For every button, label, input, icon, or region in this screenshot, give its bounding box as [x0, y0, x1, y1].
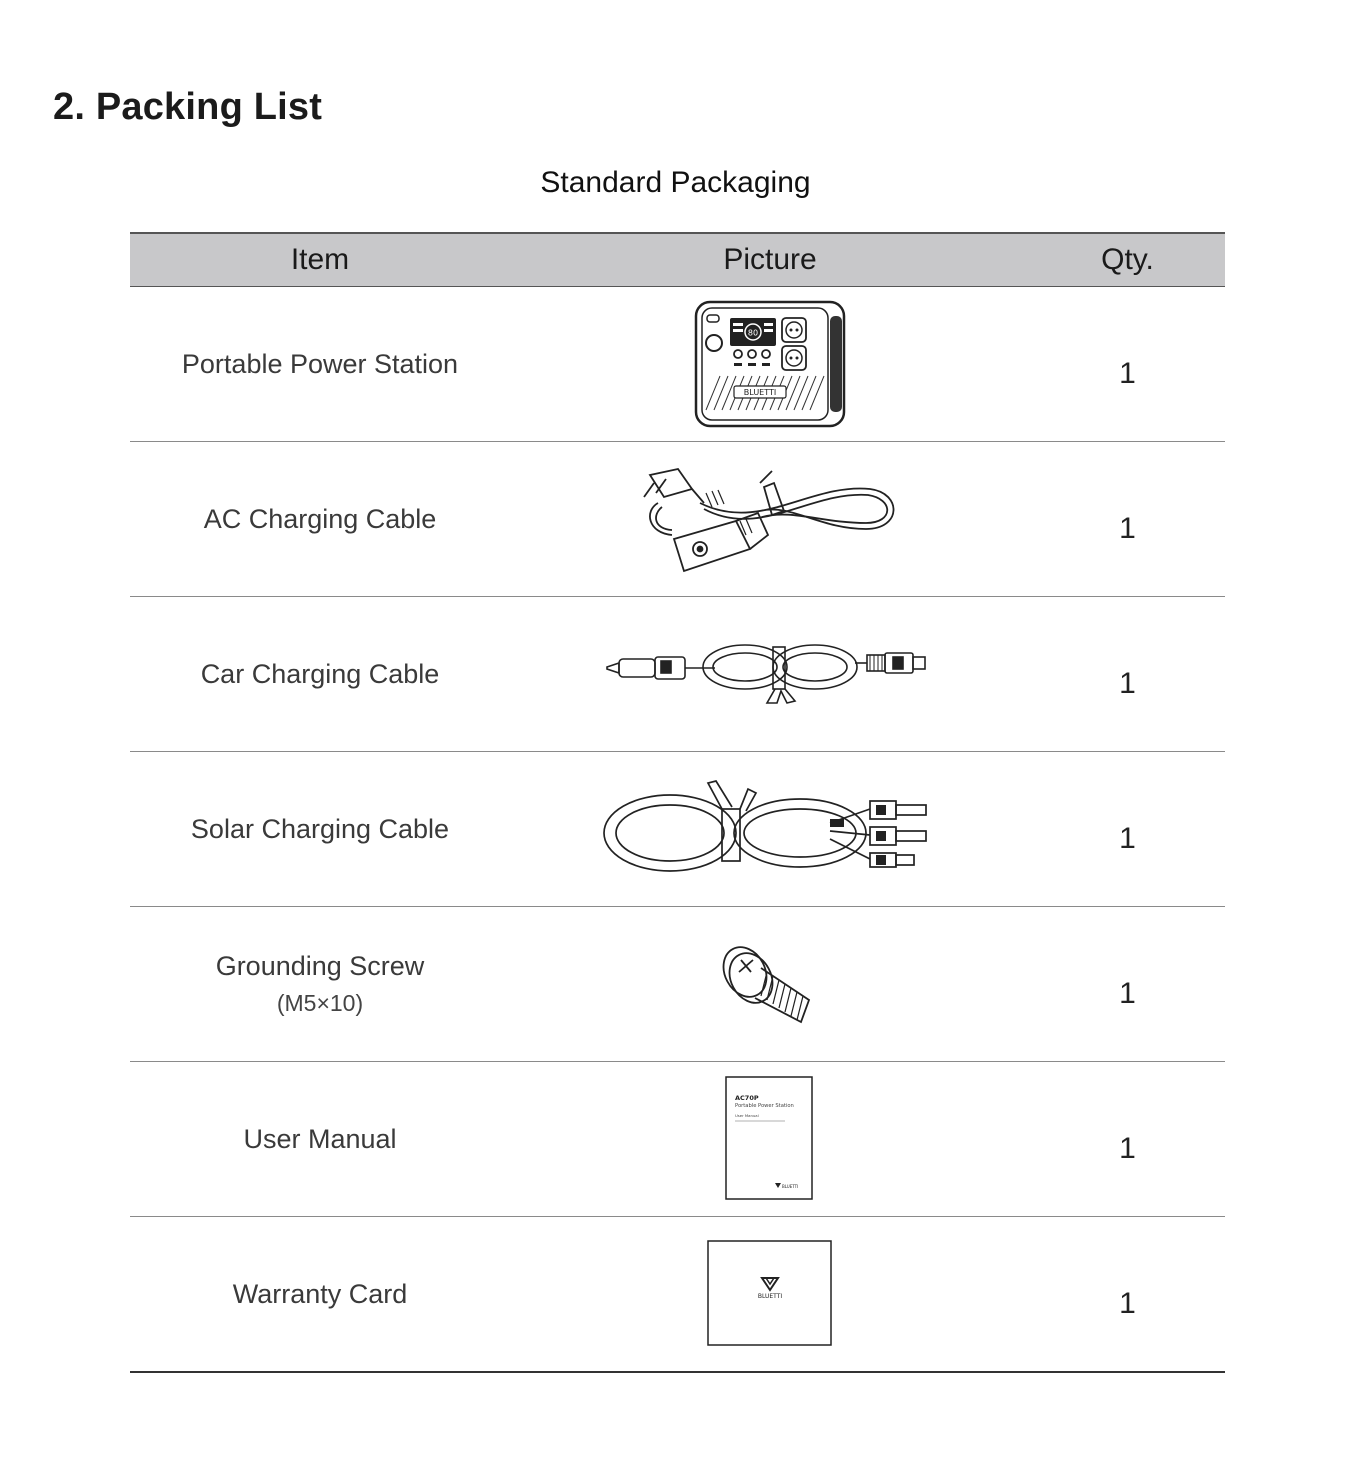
table-row	[130, 597, 1225, 752]
table-row	[130, 1217, 1225, 1373]
table-row	[130, 442, 1225, 597]
display-value: 80	[747, 328, 759, 338]
qty-value: 1	[1119, 822, 1136, 855]
item-label: Warranty Card	[232, 1278, 408, 1309]
ac-cable-icon	[640, 463, 900, 575]
item-label: AC Charging Cable	[203, 503, 437, 534]
item-picture	[510, 1217, 1030, 1373]
item-picture	[510, 907, 1030, 1062]
item-name	[130, 442, 510, 597]
item-qty	[1030, 1062, 1225, 1217]
item-picture	[510, 1062, 1030, 1217]
item-qty	[1030, 752, 1225, 907]
item-sublabel: (M5×10)	[276, 990, 364, 1016]
section-title: 2. Packing List	[53, 86, 323, 128]
table-row	[130, 907, 1225, 1062]
manual-icon	[725, 1076, 815, 1202]
item-name	[130, 287, 510, 442]
item-picture	[510, 442, 1030, 597]
manual-subtitle: Portable Power Station	[735, 1103, 794, 1109]
manual-brand: BLUETTI	[782, 1184, 799, 1189]
item-name	[130, 752, 510, 907]
item-qty	[1030, 287, 1225, 442]
item-label: Solar Charging Cable	[190, 813, 450, 844]
item-name	[130, 1062, 510, 1217]
item-picture	[510, 752, 1030, 907]
header-picture: Picture	[510, 233, 1030, 287]
item-qty	[1030, 907, 1225, 1062]
qty-value: 1	[1119, 512, 1136, 545]
packing-table	[130, 232, 1225, 1373]
item-label: Portable Power Station	[181, 348, 459, 379]
item-qty	[1030, 442, 1225, 597]
item-name	[130, 907, 510, 1062]
item-label: Car Charging Cable	[200, 658, 440, 689]
manual-model: AC70P	[735, 1094, 759, 1102]
car-cable-icon	[605, 639, 935, 709]
screw-icon	[715, 938, 825, 1030]
header-item: Item	[130, 233, 510, 287]
qty-value: 1	[1119, 667, 1136, 700]
table-row	[130, 287, 1225, 442]
solar-cable-icon	[600, 779, 940, 879]
table-row	[130, 1062, 1225, 1217]
manual-doc: User Manual	[735, 1113, 759, 1118]
warranty-card-icon	[707, 1240, 833, 1348]
table-header-row	[130, 233, 1225, 287]
device-brand: BLUETTI	[743, 388, 777, 397]
item-label: Grounding Screw	[215, 951, 425, 981]
qty-value: 1	[1119, 977, 1136, 1010]
qty-value: 1	[1119, 1132, 1136, 1165]
warranty-brand: BLUETTI	[757, 1293, 783, 1300]
qty-value: 1	[1119, 357, 1136, 390]
packaging-subtitle: Standard Packaging	[540, 166, 811, 199]
item-name	[130, 597, 510, 752]
header-qty: Qty.	[1030, 233, 1225, 287]
item-picture	[510, 287, 1030, 442]
item-qty	[1030, 1217, 1225, 1373]
item-name	[130, 1217, 510, 1373]
item-picture	[510, 597, 1030, 752]
item-qty	[1030, 597, 1225, 752]
qty-value: 1	[1119, 1287, 1136, 1320]
item-label: User Manual	[243, 1123, 397, 1154]
power-station-icon	[690, 298, 850, 430]
table-row	[130, 752, 1225, 907]
